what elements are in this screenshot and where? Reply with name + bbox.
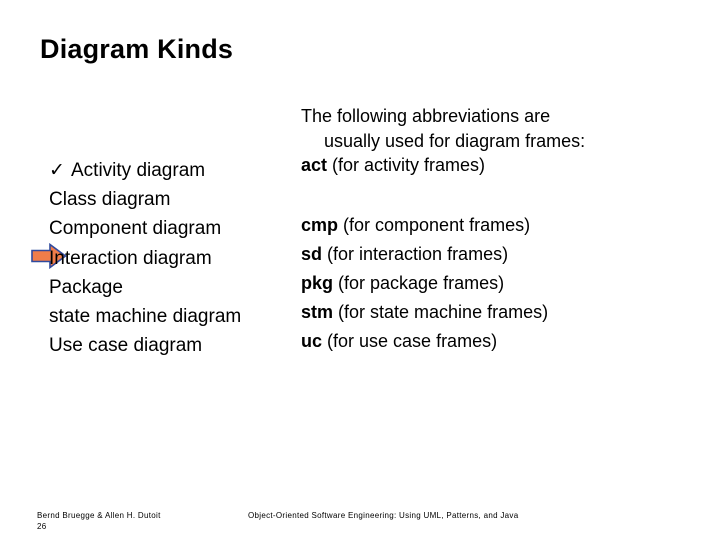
abbreviation-item-pkg [301,269,548,298]
abbreviation-item-cmp [301,211,548,240]
check-icon: ✓ [49,160,65,181]
abbreviation-code: uc [301,331,323,351]
abbreviation-code: cmp [301,215,339,235]
abbreviation-description: (for interaction frames) [322,244,509,264]
abbreviation-description: (for state machine frames) [333,302,549,322]
intro-line-1: The following abbreviations are [301,106,551,126]
abbreviation-code: stm [301,302,334,322]
intro-line-2: usually used for diagram frames: [324,130,586,151]
abbreviation-item-act [301,153,585,178]
list-item-label: Use case diagram [49,335,203,357]
list-item-activity [49,156,241,185]
abbreviation-item-sd [301,240,548,269]
list-item-label: state machine diagram [49,305,242,327]
abbreviation-description: (for use case frames) [322,331,498,351]
page-number: 26 [37,522,47,531]
list-item-label: Class diagram [49,189,171,211]
abbreviations-intro [301,104,585,178]
diagram-kinds-list [49,156,241,360]
abbreviation-description: (for activity frames) [327,155,486,176]
list-item-label: Activity diagram [71,160,206,181]
footer-authors: Bernd Bruegge & Allen H. Dutoit [37,511,161,520]
abbreviations-list [301,211,548,356]
abbreviation-description: (for package frames) [333,273,505,293]
footer-authors-block [37,510,161,532]
slide-title: Diagram Kinds [40,34,234,64]
list-item-use-case [49,331,241,360]
abbreviation-item-uc [301,327,548,356]
list-item-component [49,214,241,243]
list-item-label: Package [49,276,123,298]
abbreviation-item-stm [301,298,548,327]
footer-book-title: Object-Oriented Software Engineering: Using UML, Patterns, and Java [248,511,519,520]
list-item-interaction [49,244,241,273]
list-item-package [49,273,241,302]
abbreviation-code: sd [301,244,323,264]
list-item-label: Component diagram [49,218,222,240]
list-item-state-machine [49,302,241,331]
abbreviation-description: (for component frames) [338,215,531,235]
list-item-class [49,185,241,214]
abbreviation-code: act [301,155,328,176]
list-item-label: Interaction diagram [49,247,212,269]
abbreviation-code: pkg [301,273,334,293]
